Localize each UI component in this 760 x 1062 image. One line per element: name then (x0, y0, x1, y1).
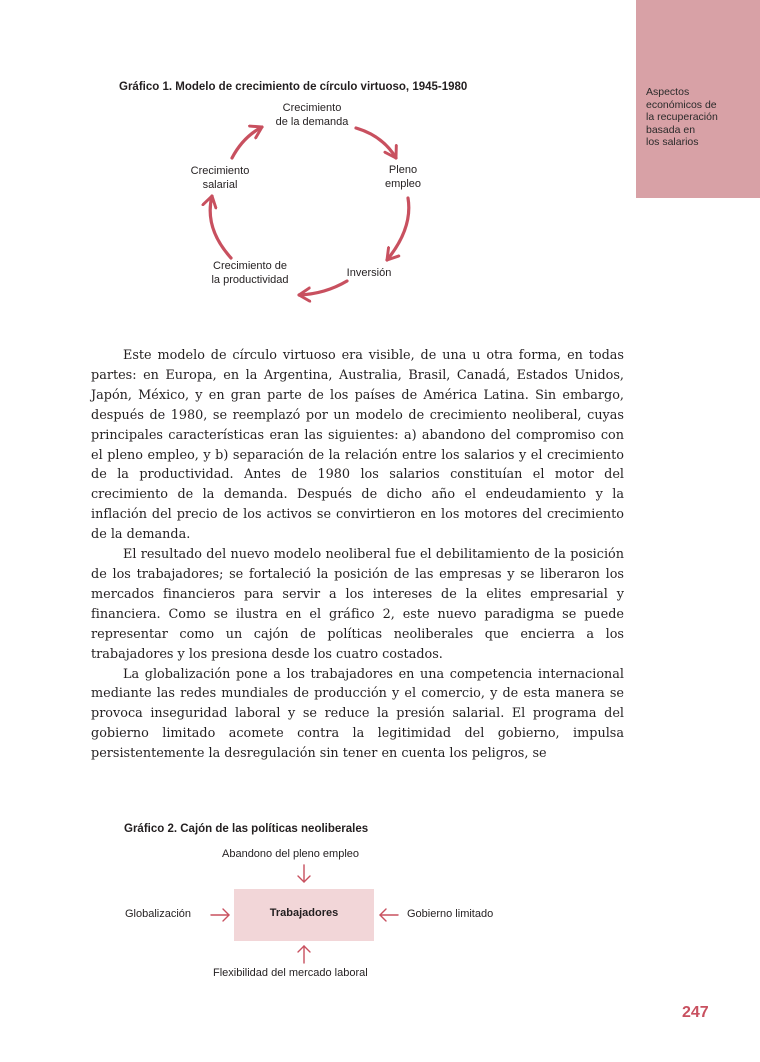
paragraph: Este modelo de círculo virtuoso era visible, de una u otra forma, en todas partes: en Europa, en la Argentina, Australia, Brasil, Canadá, Estados Unidos, Japón, México, y en gran parte de los países de América Latina. Sin embargo, después de 1980, se reemplazó por un modelo de crecimiento neoliberal, cuyas principales características eran las siguientes: a) abandono del compromiso con el pleno empleo, y b) separación de la relación entre los salarios y el crecimiento de la productividad. Antes de 1980 los salarios constituían el motor del crecimiento de la demanda. Después de dicho año el endeudamiento y la inflación del precio de los activos se convirtieron en los motores del crecimiento de la demanda. (91, 348, 624, 543)
figure-1-title: Gráfico 1. Modelo de crecimiento de círculo virtuoso, 1945-1980 (119, 81, 468, 93)
page-number: 247 (682, 1004, 709, 1021)
node-full-employment-line1: Pleno (388, 164, 418, 176)
arrow-right-icon (211, 909, 229, 921)
arrow-down-icon (298, 865, 310, 882)
section-tab-label: Aspectos económicos de la recuperación basada en los salarios (646, 86, 718, 148)
node-demand-growth-line2: de la demanda (275, 115, 349, 128)
node-productivity-growth-line1: Crecimiento de (213, 260, 287, 272)
paragraph: La globalización pone a los trabajadores en una competencia internacional mediante las redes mundiales de producción y el comercio, y de esta manera se provoca inseguridad laboral y se reduce la presión salarial. El programa del gobierno limitado acomete contra la legitimidad del gobierno, impulsa persistentemente la desregulación sin tener en cuenta los peligros, se (91, 666, 624, 762)
node-wage-growth-line1: Crecimiento (190, 165, 250, 177)
arrow-left-icon (380, 909, 398, 921)
arrow-up-icon (298, 946, 310, 963)
workers-box-label: Trabajadores (269, 907, 339, 919)
label-bottom-labor-flexibility: Flexibilidad del mercado laboral (213, 967, 368, 979)
label-right-limited-government: Gobierno limitado (407, 908, 494, 920)
node-productivity-growth-line2: la productividad (211, 273, 289, 286)
paragraph: El resultado del nuevo modelo neoliberal fue el debilitamiento de la posición de los trabajadores; se fortaleció la posición de las empresas y se liberaron los mercados financieros para servir a los intereses de la elites empresarial y financiera. Como se ilustra en el gráfico 2, este nuevo paradigma se puede representar como un cajón de políticas neoliberales que encierra a los trabajadores y los presiona desde los cuatro costados. (91, 547, 624, 662)
figure-2-title: Gráfico 2. Cajón de las políticas neoliberales (124, 823, 369, 835)
node-full-employment-line2: empleo (384, 177, 422, 190)
label-left-globalization: Globalización (125, 908, 192, 920)
node-wage-growth-line2: salarial (202, 178, 238, 191)
node-demand-growth-line1: Crecimiento (282, 102, 342, 114)
label-top-full-employment: Abandono del pleno empleo (222, 848, 360, 860)
node-investment-line1: Inversión (346, 267, 392, 279)
